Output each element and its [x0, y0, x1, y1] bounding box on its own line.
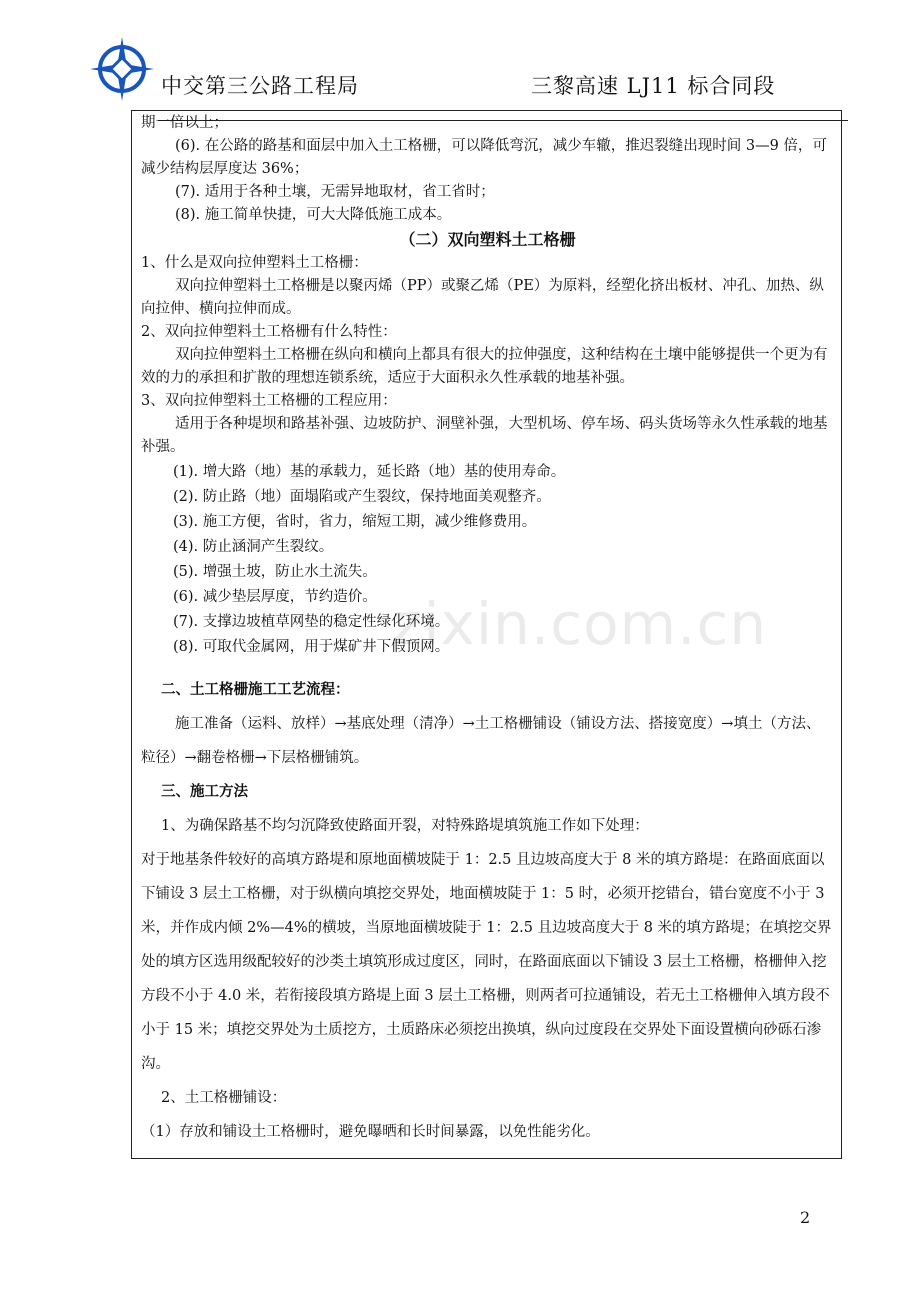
method-1-body: 对于地基条件较好的高填方路堤和原地面横坡陡于 1：2.5 且边坡高度大于 8 米的填方路堤：在路面底面以下铺设 3 层土工格栅，对于纵横向填挖交界处，地面横坡陡于 1：5 时，必须开挖错台，错台宽度不小于 3 米，并作成内倾 2%—4%的横坡，当原地面横坡陡于 1：2.5 且边坡高度大于 8 米的填方路堤；在填挖交界处的填方区选用级配较好的沙类土填筑形成过度区，同时，在路面底面以下铺设 3 层土工格栅，格栅伸入挖方段不小于 4.0 米，若衔接段填方路堤上面 3 层土工格栅，则两者可拉通铺设，若无土工格栅伸入填方段不小于 15 米；填挖交界处为土质挖方，土质路床必须挖出换填，纵向过度段在交界处下面设置横向砂砾石渗沟。 — [141, 852, 832, 1072]
question-2: 2、双向拉伸塑料土工格栅有什么特性： — [141, 324, 397, 340]
company-logo-icon — [88, 35, 156, 103]
section-title: （二）双向塑料土工格栅 — [399, 230, 576, 249]
list-item: (6). 减少垫层厚度，节约造价。 — [173, 589, 377, 605]
question-3: 3、双向拉伸塑料土工格栅的工程应用： — [141, 393, 397, 409]
para-item-7: (7). 适用于各种土壤，无需异地取材，省工省时； — [175, 184, 495, 200]
answer-1: 双向拉伸塑料土工格栅是以聚丙烯（PP）或聚乙烯（PE）为原料，经塑化挤出板材、冲孔、加热、纵向拉伸、横向拉伸而成。 — [141, 278, 824, 317]
list-item: (1). 增大路（地）基的承载力，延长路（地）基的使用寿命。 — [173, 464, 566, 480]
header-organization: 中交第三公路工程局 — [161, 74, 359, 98]
answer-3: 适用于各种堤坝和路基补强、边坡防护、洞壁补强，大型机场、停车场、码头货场等永久性承载的地基补强。 — [141, 416, 828, 455]
list-item: (7). 支撑边坡植草网垫的稳定性绿化环境。 — [173, 614, 450, 630]
question-1: 1、什么是双向拉伸塑料土工格栅： — [141, 255, 368, 271]
heading-process-flow: 二、土工格栅施工工艺流程： — [161, 681, 350, 698]
list-item: (2). 防止路（地）面塌陷或产生裂纹，保持地面美观整齐。 — [173, 489, 551, 505]
list-item: (8). 可取代金属网，用于煤矿井下假顶网。 — [173, 639, 450, 655]
para-continuation: 期一倍以上； — [141, 115, 228, 131]
method-1-title: 1、为确保路基不均匀沉降致使路面开裂，对特殊路堤填筑施工作如下处理： — [161, 818, 649, 834]
list-item: (4). 防止涵洞产生裂纹。 — [173, 539, 334, 555]
para-item-8: (8). 施工简单快捷，可大大降低施工成本。 — [175, 207, 452, 223]
page-number: 2 — [800, 1208, 811, 1227]
page-header — [88, 30, 778, 100]
method-2-item-1: （1）存放和铺设土工格栅时，避免曝晒和长时间暴露，以免性能劣化。 — [141, 1124, 600, 1140]
heading-construction-method: 三、施工方法 — [161, 783, 248, 800]
watermark-text: zixin.com.cn — [392, 590, 768, 658]
answer-2: 双向拉伸塑料土工格栅在纵向和横向上都具有很大的拉伸强度，这种结构在土壤中能够提供一个更为有效的力的承担和扩散的理想连锁系统，适应于大面积永久性承载的地基补强。 — [141, 347, 828, 386]
header-project: 三黎高速 LJ11 标合同段 — [531, 74, 776, 98]
process-flow-text: 施工准备（运料、放样）→基底处理（清净）→土工格栅铺设（铺设方法、搭接宽度）→填土（方法、粒径）→翻卷格栅→下层格栅铺筑。 — [141, 716, 821, 766]
para-item-6: (6). 在公路的路基和面层中加入土工格栅，可以降低弯沉，减少车辙，推迟裂缝出现时间 3—9 倍，可减少结构层厚度达 36%； — [141, 138, 827, 177]
list-item: (3). 施工方便，省时，省力，缩短工期，减少维修费用。 — [173, 514, 537, 530]
method-2-title: 2、土工格栅铺设： — [161, 1090, 287, 1106]
list-item: (5). 增强土坡，防止水土流失。 — [173, 564, 377, 580]
